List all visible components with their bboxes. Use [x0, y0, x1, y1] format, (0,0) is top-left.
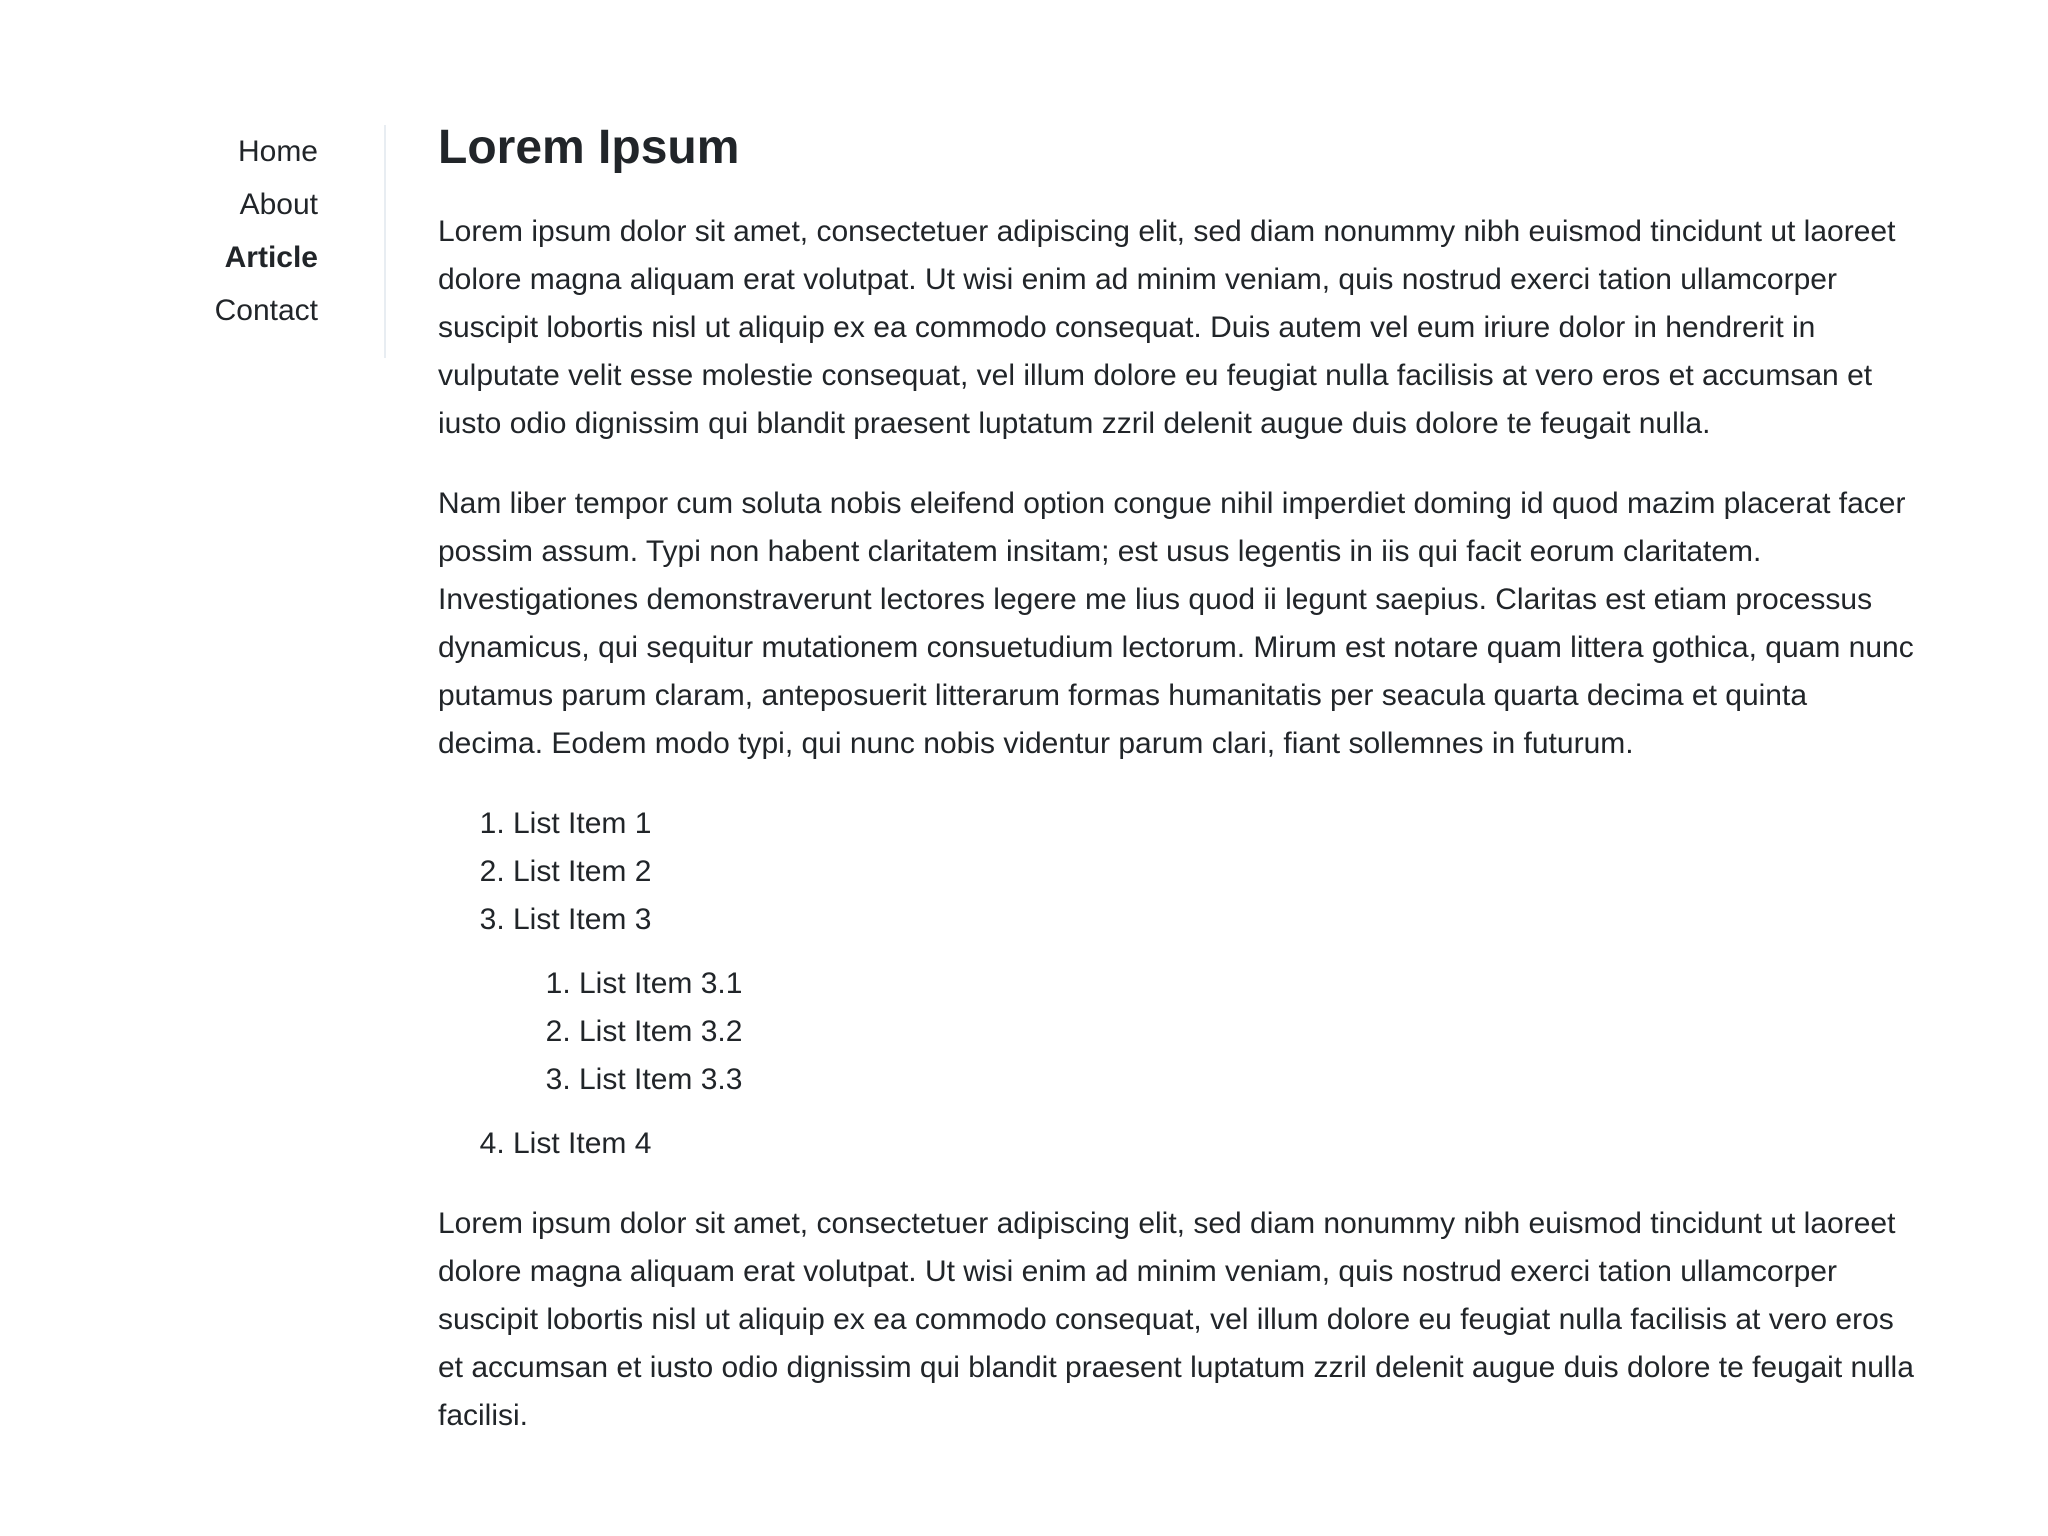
nested-ordered-list [513, 960, 1916, 1104]
paragraph-2: Nam liber tempor cum soluta nobis eleifend option congue nihil imperdiet doming id quod mazim placerat facer possim assum. Typi non habent claritatem insitam; est usus legentis in iis qui facit eorum claritatem. Investigationes demonstraverunt lectores legere me lius quod ii legunt saepius. Claritas est etiam processus dynamicus, qui sequitur mutationem consuetudium lectorum. Mirum est notare quam littera gothica, quam nunc putamus parum claram, anteposuerit litterarum formas humanitatis per seacula quarta decima et quinta decima. Eodem modo typi, qui nunc nobis videntur parum clari, fiant sollemnes in futurum. [438, 487, 1914, 760]
nav-item-about [0, 178, 318, 231]
list-item-2: 2. List Item 2 [513, 848, 1916, 896]
list-item-3 [513, 896, 1916, 1104]
list-item-3-label: List Item 3 [513, 903, 652, 936]
ordered-list [438, 800, 1916, 1168]
article-content [438, 120, 1916, 1472]
nested-list-item-2: 2. List Item 3.2 [579, 1008, 1916, 1056]
nav-list [0, 125, 384, 337]
nav-link-article[interactable]: Article [224, 241, 318, 274]
nested-list-item-3: 3. List Item 3.3 [579, 1056, 1916, 1104]
nav-item-contact [0, 284, 318, 337]
nav-link-home[interactable]: Home [237, 135, 318, 168]
nested-list-item-1: 1. List Item 3.1 [579, 960, 1916, 1008]
sidebar-nav [0, 125, 386, 358]
nav-link-contact[interactable]: Contact [214, 294, 318, 327]
paragraph-3: Lorem ipsum dolor sit amet, consectetuer adipiscing elit, sed diam nonummy nibh euismod tincidunt ut laoreet dolore magna aliquam erat volutpat. Ut wisi enim ad minim veniam, quis nostrud exerci tation ullamcorper suscipit lobortis nisl ut aliquip ex ea commodo consequat, vel illum dolore eu feugiat nulla facilisis at vero eros et accumsan et iusto odio dignissim qui blandit praesent luptatum zzril delenit augue duis dolore te feugait nulla facilisi. [438, 1207, 1914, 1432]
page-title: Lorem Ipsum [438, 121, 740, 174]
list-item-4: 4. List Item 4 [513, 1120, 1916, 1168]
list-item-1: 1. List Item 1 [513, 800, 1916, 848]
paragraph-1: Lorem ipsum dolor sit amet, consectetuer adipiscing elit, sed diam nonummy nibh euismod tincidunt ut laoreet dolore magna aliquam erat volutpat. Ut wisi enim ad minim veniam, quis nostrud exerci tation ullamcorper suscipit lobortis nisl ut aliquip ex ea commodo consequat. Duis autem vel eum iriure dolor in hendrerit in vulputate velit esse molestie consequat, vel illum dolore eu feugiat nulla facilisis at vero eros et accumsan et iusto odio dignissim qui blandit praesent luptatum zzril delenit augue duis dolore te feugait nulla. [438, 215, 1896, 440]
nav-link-about[interactable]: About [239, 188, 318, 221]
nav-item-home [0, 125, 318, 178]
nav-item-article [0, 231, 318, 284]
